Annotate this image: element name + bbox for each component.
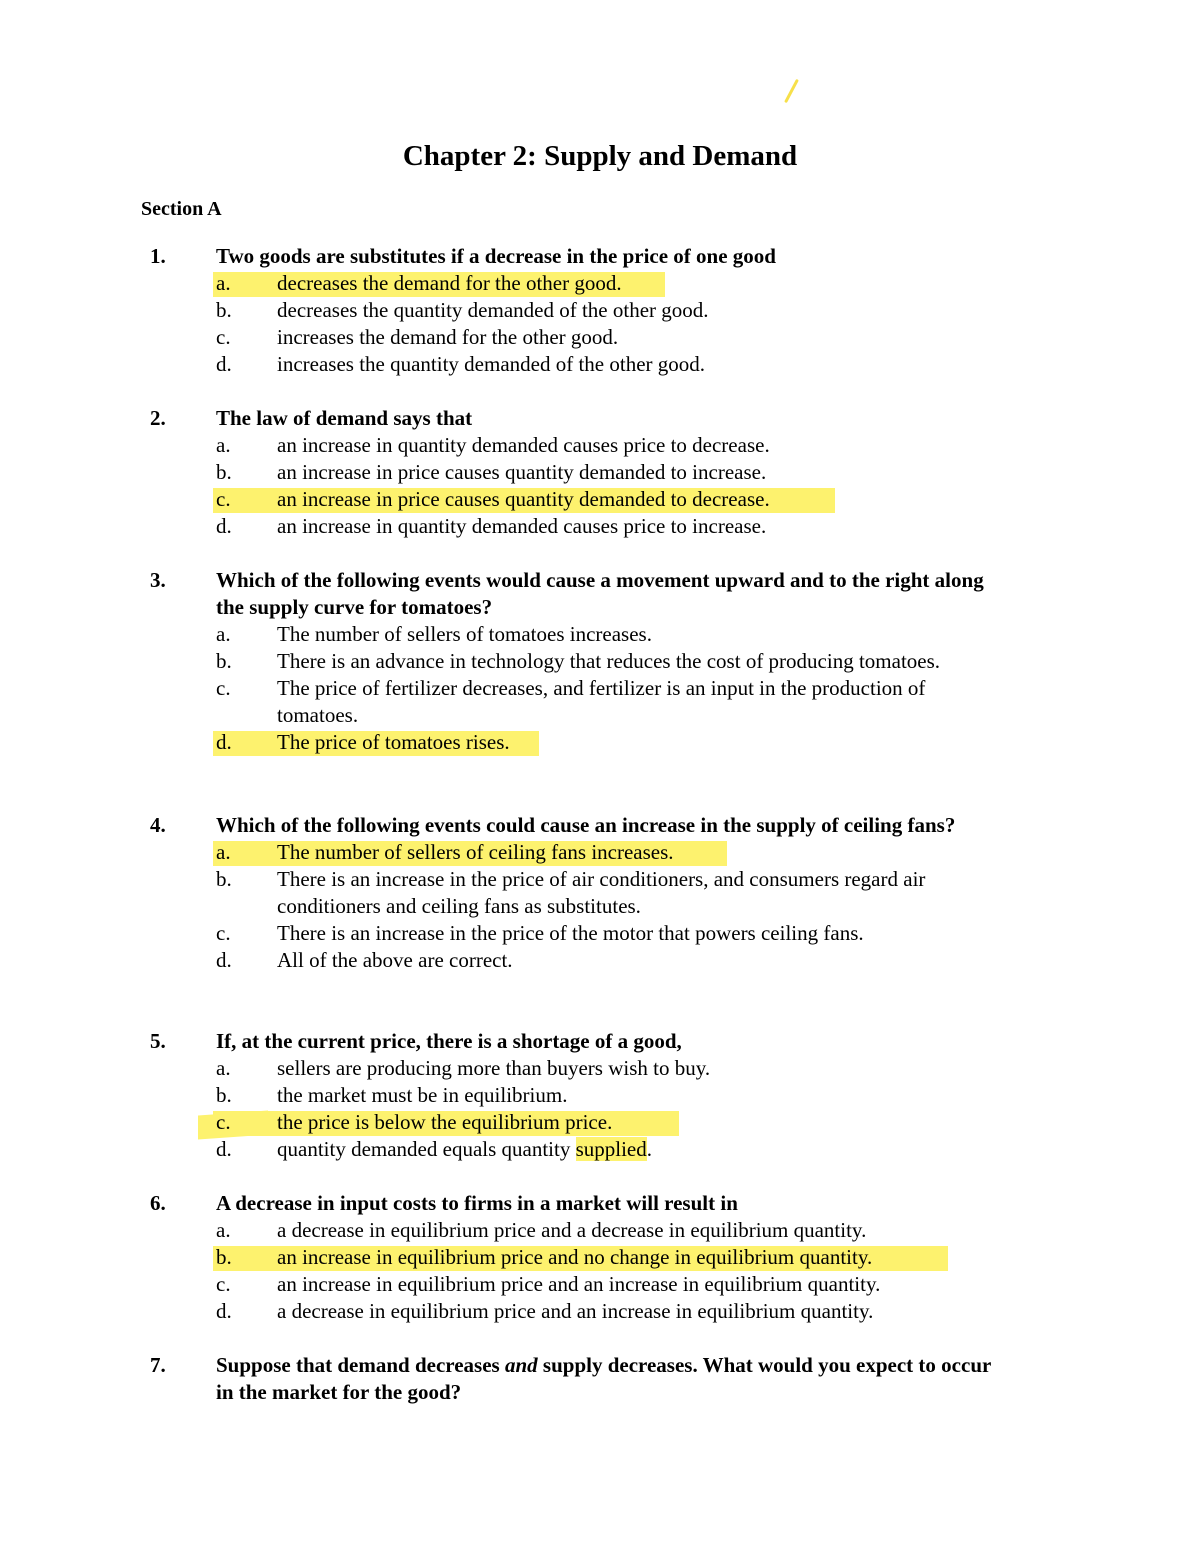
answer-option xyxy=(216,729,1010,756)
page-title: Chapter 2: Supply and Demand xyxy=(402,140,798,172)
question-number: 2. xyxy=(150,406,166,430)
answer-option xyxy=(216,351,1010,378)
question-7 xyxy=(150,1352,1010,1406)
option-text: the market must be in equilibrium. xyxy=(277,1083,568,1107)
question-text: If, at the current price, there is a shortage of a good, xyxy=(216,1029,682,1053)
option-letter: b. xyxy=(216,460,232,484)
question-text: A decrease in input costs to firms in a market will result in xyxy=(216,1191,738,1215)
option-letter: a. xyxy=(216,840,231,864)
option-letter: d. xyxy=(216,730,232,754)
option-letter: b. xyxy=(216,1083,232,1107)
question-text: The law of demand says that xyxy=(216,406,473,430)
question-number: 5. xyxy=(150,1029,166,1053)
answer-option xyxy=(216,432,1010,459)
option-letter: d. xyxy=(216,514,232,538)
option-letter: a. xyxy=(216,433,231,457)
answer-option xyxy=(216,486,1010,513)
option-text: an increase in equilibrium price and no change in equilibrium quantity. xyxy=(277,1245,873,1269)
answer-option xyxy=(216,1217,1010,1244)
option-text: an increase in price causes quantity demanded to increase. xyxy=(277,460,767,484)
answer-option xyxy=(216,648,1010,675)
highlighted-word: supplied xyxy=(575,1137,647,1161)
option-text: the price is below the equilibrium price. xyxy=(277,1110,613,1134)
emphasis-text: and xyxy=(504,1353,538,1377)
option-letter: c. xyxy=(216,676,231,700)
option-text: an increase in equilibrium price and an increase in equilibrium quantity. xyxy=(277,1272,881,1296)
option-letter: b. xyxy=(216,867,232,891)
answer-option xyxy=(216,1109,1010,1136)
option-text: a decrease in equilibrium price and an increase in equilibrium quantity. xyxy=(277,1299,874,1323)
option-letter: c. xyxy=(216,921,231,945)
question-text: Which of the following events would cause a movement upward and to the right along the supply curve for tomatoes? xyxy=(216,568,984,619)
answer-option xyxy=(216,270,1010,297)
question-text: Suppose that demand decreases and supply decreases. What would you expect to occur in the market for the good? xyxy=(216,1353,991,1404)
question-number: 1. xyxy=(150,244,166,268)
question-number: 3. xyxy=(150,568,166,592)
option-letter: d. xyxy=(216,1137,232,1161)
option-text: increases the quantity demanded of the other good. xyxy=(277,352,706,376)
question-4 xyxy=(150,812,1010,974)
option-letter: d. xyxy=(216,352,232,376)
option-text: decreases the demand for the other good. xyxy=(277,271,622,295)
option-text: an increase in quantity demanded causes price to decrease. xyxy=(277,433,770,457)
option-letter: b. xyxy=(216,649,232,673)
option-letter: c. xyxy=(216,1272,231,1296)
answer-option xyxy=(216,920,1010,947)
answer-option xyxy=(216,947,1010,974)
answer-option xyxy=(216,1082,1010,1109)
answer-option xyxy=(216,621,1010,648)
option-letter: b. xyxy=(216,298,232,322)
answer-option xyxy=(216,297,1010,324)
option-text: The number of sellers of tomatoes increases. xyxy=(277,622,652,646)
answer-option xyxy=(216,839,1010,866)
option-text: There is an increase in the price of air conditioners, and consumers regard air conditioners and ceiling fans as substitutes. xyxy=(277,867,926,918)
answer-option xyxy=(216,1271,1010,1298)
option-letter: c. xyxy=(216,487,231,511)
option-text: quantity demanded equals quantity supplied. xyxy=(277,1137,653,1161)
option-text: There is an increase in the price of the motor that powers ceiling fans. xyxy=(277,921,864,945)
option-text: The price of fertilizer decreases, and fertilizer is an input in the production of tomatoes. xyxy=(277,676,926,727)
option-text: decreases the quantity demanded of the other good. xyxy=(277,298,709,322)
option-letter: a. xyxy=(216,1056,231,1080)
answer-option xyxy=(216,866,1010,920)
answer-option xyxy=(216,675,1010,729)
option-text: sellers are producing more than buyers wish to buy. xyxy=(277,1056,711,1080)
question-2 xyxy=(150,405,1010,540)
question-number: 4. xyxy=(150,813,166,837)
option-letter: c. xyxy=(216,1110,231,1134)
option-letter: d. xyxy=(216,1299,232,1323)
answer-option xyxy=(216,1055,1010,1082)
highlighter-mark xyxy=(784,79,799,103)
question-text: Two goods are substitutes if a decrease in the price of one good xyxy=(216,244,776,268)
section-heading: Section A xyxy=(141,198,222,220)
answer-option xyxy=(216,1244,1010,1271)
answer-option xyxy=(216,513,1010,540)
option-text: There is an advance in technology that reduces the cost of producing tomatoes. xyxy=(277,649,941,673)
answer-option xyxy=(216,1298,1010,1325)
question-5 xyxy=(150,1028,1010,1163)
option-text: a decrease in equilibrium price and a decrease in equilibrium quantity. xyxy=(277,1218,867,1242)
option-letter: d. xyxy=(216,948,232,972)
answer-option xyxy=(216,1136,1010,1163)
option-text: an increase in quantity demanded causes price to increase. xyxy=(277,514,767,538)
option-letter: c. xyxy=(216,325,231,349)
question-1 xyxy=(150,243,1010,378)
option-text: increases the demand for the other good. xyxy=(277,325,619,349)
option-text: The price of tomatoes rises. xyxy=(277,730,510,754)
option-letter: a. xyxy=(216,271,231,295)
option-text: All of the above are correct. xyxy=(277,948,513,972)
question-3 xyxy=(150,567,1010,756)
option-text: The number of sellers of ceiling fans increases. xyxy=(277,840,674,864)
question-text: Which of the following events could cause an increase in the supply of ceiling fans? xyxy=(216,813,956,837)
question-number: 7. xyxy=(150,1353,166,1377)
option-letter: b. xyxy=(216,1245,232,1269)
question-6 xyxy=(150,1190,1010,1325)
answer-option xyxy=(216,459,1010,486)
answer-option xyxy=(216,324,1010,351)
option-text: an increase in price causes quantity demanded to decrease. xyxy=(277,487,770,511)
option-letter: a. xyxy=(216,1218,231,1242)
option-letter: a. xyxy=(216,622,231,646)
question-number: 6. xyxy=(150,1191,166,1215)
